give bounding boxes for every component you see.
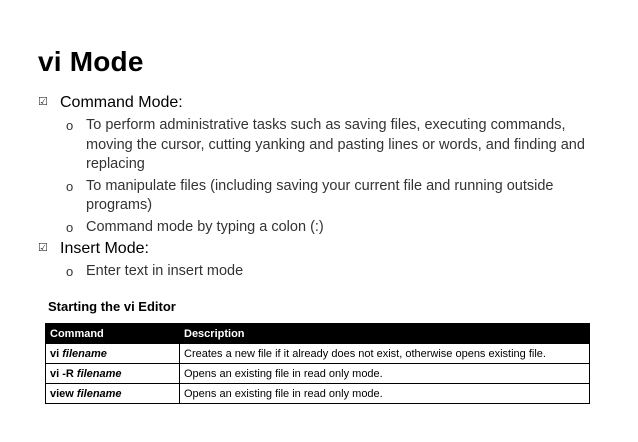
command-cell	[46, 384, 180, 404]
bullet-label: Command Mode:	[60, 94, 183, 111]
sub-bullet-text: Command mode by typing a colon (:)	[86, 218, 324, 235]
command-arg: filename	[76, 367, 122, 380]
sub-bullet-text: Enter text in insert mode	[86, 263, 244, 279]
checkbox-bullet-icon: ☑	[38, 242, 48, 254]
sub-bullet-text: To perform administrative tasks such as saving files, executing commands, moving the cursor, cutting yanking and pasting lines or words, and finding and replacing	[86, 117, 585, 172]
command-cell	[46, 344, 180, 364]
command-name: vi	[50, 347, 60, 360]
sub-bullet-text: To manipulate files (including saving your current file and running outside programs)	[86, 177, 554, 213]
sub-bullet	[38, 177, 598, 216]
table-row	[46, 384, 590, 404]
checkbox-bullet-icon: ☑	[38, 96, 48, 108]
page-title: vi Mode	[38, 46, 144, 77]
sub-bullet	[38, 116, 598, 175]
bullet-command-mode	[38, 93, 598, 113]
description-cell: Opens an existing file in read only mode.	[180, 384, 590, 404]
sub-bullet	[38, 262, 598, 282]
bullet-list	[38, 93, 598, 284]
command-name: vi -R	[50, 367, 74, 380]
command-arg: filename	[62, 347, 107, 360]
command-arg: filename	[76, 387, 122, 400]
column-header-description: Description	[180, 324, 590, 344]
table-row	[46, 344, 590, 364]
table-header-row	[46, 324, 590, 344]
column-header-command: Command	[46, 324, 180, 344]
table-title: Starting the vi Editor	[48, 299, 176, 314]
circle-bullet-icon: o	[66, 219, 74, 235]
command-name: view	[50, 387, 74, 400]
vi-commands-table	[45, 323, 590, 404]
command-cell	[46, 364, 180, 384]
table-row	[46, 364, 590, 384]
circle-bullet-icon: o	[66, 118, 74, 133]
circle-bullet-icon: o	[66, 178, 74, 194]
description-cell: Creates a new file if it already does not exist, otherwise opens existing file.	[180, 344, 590, 364]
circle-bullet-icon: o	[66, 264, 74, 279]
description-cell: Opens an existing file in read only mode.	[180, 364, 590, 384]
bullet-label: Insert Mode:	[60, 240, 149, 257]
sub-bullet	[38, 218, 598, 238]
bullet-insert-mode	[38, 239, 598, 259]
